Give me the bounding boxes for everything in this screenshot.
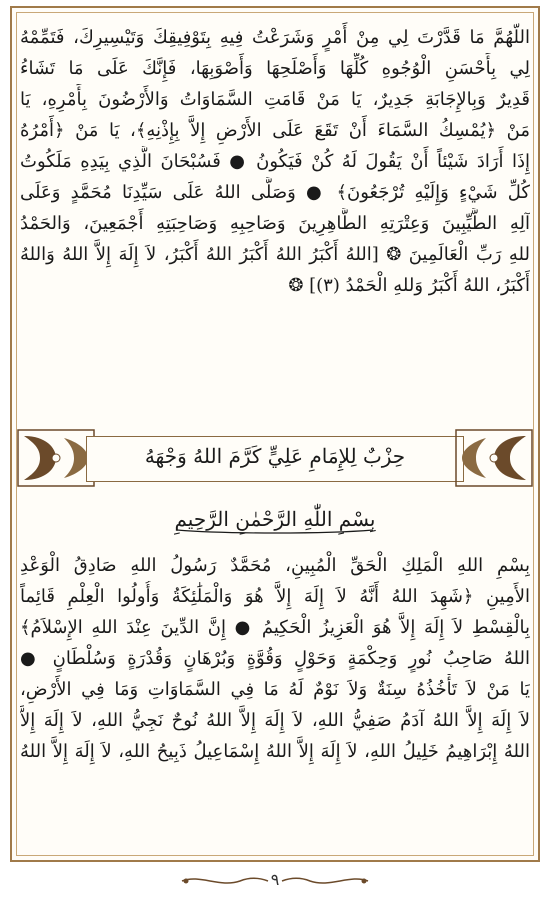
right-flourish-icon xyxy=(280,872,370,890)
text-line: الأَمِينِ ﴿شَهِدَ اللهُ أَنَّهُ لاَ إِلَهَ إِلاَّ هُوَ وَالْمَلَٰئِكَةُ وَأُولُوا الْعِلْمِ قَائِماً xyxy=(20,586,530,607)
page-number: ٩ xyxy=(270,870,280,889)
text-line: قَدِيرٌ وَبِالإِجَابَةِ جَدِيرٌ، يَا مَنْ قَامَتِ السَّمَاوَاتُ وَالأَرْضُونَ بِأَمْرِهِ، يَا xyxy=(20,89,530,110)
paragraph-hizb xyxy=(20,550,530,767)
page-footer xyxy=(0,868,550,896)
text-line: بِالْقِسْطِ لاَ إِلَهَ إِلاَّ هُوَ الْعَزِيزُ الْحَكِيمُ ● إِنَّ الدِّينَ عِنْدَ اللهِ الإِسْلاَمُ﴾ xyxy=(20,617,530,638)
text-line: آلِهِ الطَّيِّبِينَ وَعِتْرَتِهِ الطَّاهِرِينَ وَصَاحِبِهِ وَصَاحِبَتِهِ أَجْمَعِينَ، وَالحَمْدُ xyxy=(20,213,530,234)
corner-ornament-icon xyxy=(454,428,534,488)
text-line: بِسْمِ اللهِ الْمَلِكِ الْحَقِّ الْمُبِينِ، مُحَمَّدٌ رَسُولُ اللهِ صَادِقُ الْوَعْدِ xyxy=(20,555,530,576)
text-line: أَكْبَرُ، اللهُ أَكْبَرُ وَللهِ الْحَمْدُ (٣)] ❂ xyxy=(288,275,530,296)
text-line: مَنْ ﴿يُمْسِكُ السَّمَاءَ أَنْ تَقَعَ عَلَى الأَرْضِ إِلاَّ بِإِذْنِهِ﴾، يَا مَنْ ﴿أَمْرُهُ xyxy=(20,120,530,141)
text-line: يَا مَنْ لاَ تَأْخُذُهُ سِنَةٌ وَلاَ نَوْمٌ لَهُ مَا فِي السَّمَاوَاتِ وَمَا فِي الأَرْضِ، xyxy=(20,679,530,700)
text-line: لِي بِأَحْسَنِ الْوُجُوهِ كُلِّهَا وَأَصْلَحِهَا وَأَصْوَبِهَا، فَإِنَّكَ عَلَى مَا تَشَاءُ xyxy=(20,58,530,79)
text-line: للهِ رَبِّ الْعَالَمِينَ ❂ [اللهُ أَكْبَرُ اللهُ أَكْبَرُ اللهُ أَكْبَرُ، لاَ إِلَهَ إِلاَّ اللهُ وَاللهُ xyxy=(20,244,530,265)
text-line: إِذَا أَرَادَ شَيْئاً أَنْ يَقُولَ لَهُ كُنْ فَيَكُونُ ● فَسُبْحَانَ الَّذِي بِيَدِهِ مَلَكُوتُ xyxy=(20,151,530,172)
basmala-text: بِسْمِ اللّٰهِ الرَّحْمٰنِ الرَّحِيمِ xyxy=(174,507,376,531)
paragraph-supplication xyxy=(20,22,530,301)
corner-ornament-icon xyxy=(16,428,96,488)
section-title: حِزْبٌ لِلإِمَامِ عَلِيٍّ كَرَّمَ اللهُ وَجْهَهُ xyxy=(144,444,406,468)
basmala-calligraphy xyxy=(165,500,385,538)
text-line: اللّهُمَّ مَا قَدَّرْتَ لِي مِنْ أَمْرٍ وَشَرَعْتُ فِيهِ بِتَوْفِيقِكَ وَتَيْسِيرِكَ، فَتَمِّمْهُ xyxy=(20,27,530,48)
section-banner xyxy=(16,428,534,488)
text-line: كُلِّ شَيْءٍ وَإِلَيْهِ تُرْجَعُونَ﴾ ● وَصَلَّى اللهُ عَلَى سَيِّدِنَا مُحَمَّدٍ وَعَلَى xyxy=(20,182,530,203)
text-line: اللهُ إِبْرَاهِيمُ خَلِيلُ اللهِ، لاَ إِلَهَ إِلاَّ اللهُ إِسْمَاعِيلُ ذَبِيحُ اللهِ، لاَ إِلَهَ إِلاَّ اللهُ xyxy=(20,741,530,762)
section-title-box xyxy=(86,436,464,482)
text-line: اللهُ صَاحِبُ نُورٍ وَحِكْمَةٍ وَحَوْلٍ وَقُوَّةٍ وَبُرْهَانٍ وَقُدْرَةٍ وَسُلْطَانٍ ● xyxy=(20,648,530,669)
text-line: لاَ إِلَهَ إِلاَّ اللهُ آدَمُ صَفِيُّ اللهِ، لاَ إِلَهَ إِلاَّ اللهُ نُوحٌ نَجِيُّ اللهِ، لاَ إِلَهَ إِلاَّ xyxy=(20,710,530,731)
